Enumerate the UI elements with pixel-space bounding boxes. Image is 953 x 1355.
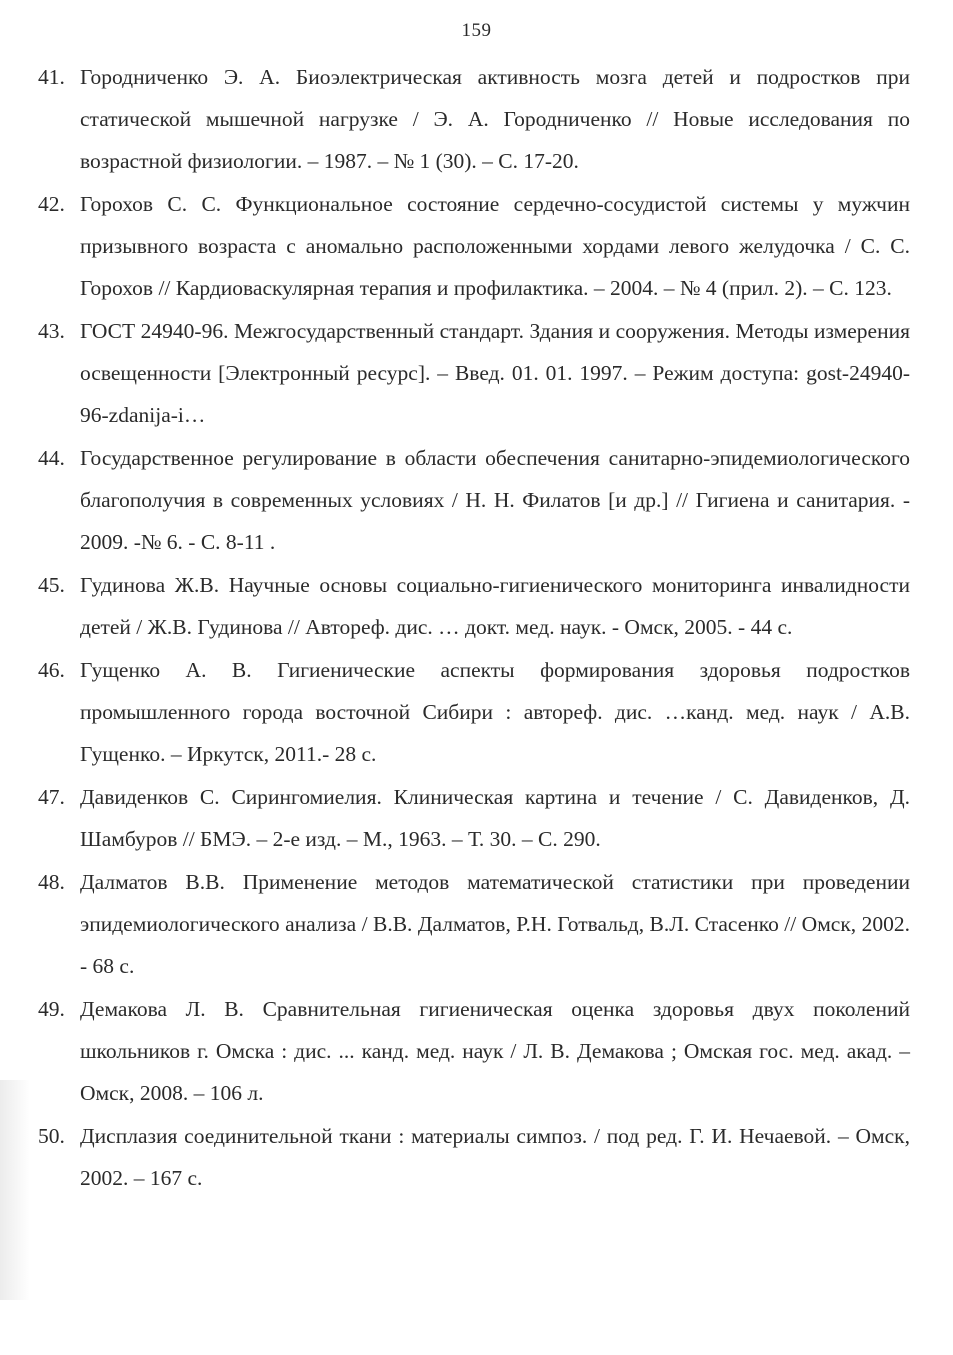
reference-item [38,649,910,775]
reference-item [38,988,910,1114]
reference-number: 46. [38,658,65,682]
reference-item [38,776,910,860]
reference-text: Демакова Л. В. Сравнительная гигиеническая оценка здоровья двух поколений школьников г. Омска : дис. ... канд. мед. наук / Л. В. Демакова ; Омская гос. мед. акад. – Омск, 2008. – 106 л. [80,997,910,1105]
reference-number: 50. [38,1124,65,1148]
reference-number: 42. [38,192,65,216]
reference-item [38,183,910,309]
reference-number: 41. [38,65,65,89]
reference-item [38,310,910,436]
reference-item [38,564,910,648]
reference-number: 44. [38,446,65,470]
scan-edge-shadow [0,1080,30,1300]
reference-number: 47. [38,785,65,809]
reference-text: Далматов В.В. Применение методов математической статистики при проведении эпидемиологического анализа / В.В. Далматов, Р.Н. Готвальд, В.Л. Стасенко // Омск, 2002. - 68 с. [80,870,910,978]
reference-list [38,56,910,1200]
reference-text: Горохов С. С. Функциональное состояние сердечно-сосудистой системы у мужчин призывного возраста с аномально расположенными хордами левого желудочка / С. С. Горохов // Кардиоваскулярная терапия и профилактика. – 2004. – № 4 (прил. 2). – С. 123. [80,192,910,300]
reference-number: 48. [38,870,65,894]
reference-number: 45. [38,573,65,597]
reference-text: Городниченко Э. А. Биоэлектрическая активность мозга детей и подростков при статической мышечной нагрузке / Э. А. Городниченко // Новые исследования по возрастной физиологии. – 1987. – № 1 (30). – С. 17-20. [80,65,910,173]
reference-item [38,437,910,563]
reference-item [38,56,910,182]
reference-text: Государственное регулирование в области обеспечения санитарно-эпидемиологического благополучия в современных условиях / Н. Н. Филатов [и др.] // Гигиена и санитария. - 2009. -№ 6. - С. 8-11 . [80,446,910,554]
reference-item [38,861,910,987]
reference-number: 43. [38,319,65,343]
reference-number: 49. [38,997,65,1021]
reference-text: Гудинова Ж.В. Научные основы социально-гигиенического мониторинга инвалидности детей / Ж.В. Гудинова // Автореф. дис. … докт. мед. наук. - Омск, 2005. - 44 с. [80,573,910,639]
reference-text: ГОСТ 24940-96. Межгосударственный стандарт. Здания и сооружения. Методы измерения освещенности [Электронный ресурс]. – Введ. 01. 01. 1997. – Режим доступа: gost-24940-96-zdanija-i… [80,319,910,427]
page-number: 159 [461,20,492,41]
reference-text: Дисплазия соединительной ткани : материалы симпоз. / под ред. Г. И. Нечаевой. – Омск, 2002. – 167 с. [80,1124,910,1190]
reference-item [38,1115,910,1199]
reference-text: Гущенко А. В. Гигиенические аспекты формирования здоровья подростков промышленного города восточной Сибири : автореф. дис. …канд. мед. наук / А.В. Гущенко. – Иркутск, 2011.- 28 с. [80,658,910,766]
reference-text: Давиденков С. Сирингомиелия. Клиническая картина и течение / С. Давиденков, Д. Шамбуров // БМЭ. – 2-е изд. – М., 1963. – Т. 30. – С. 290. [80,785,910,851]
